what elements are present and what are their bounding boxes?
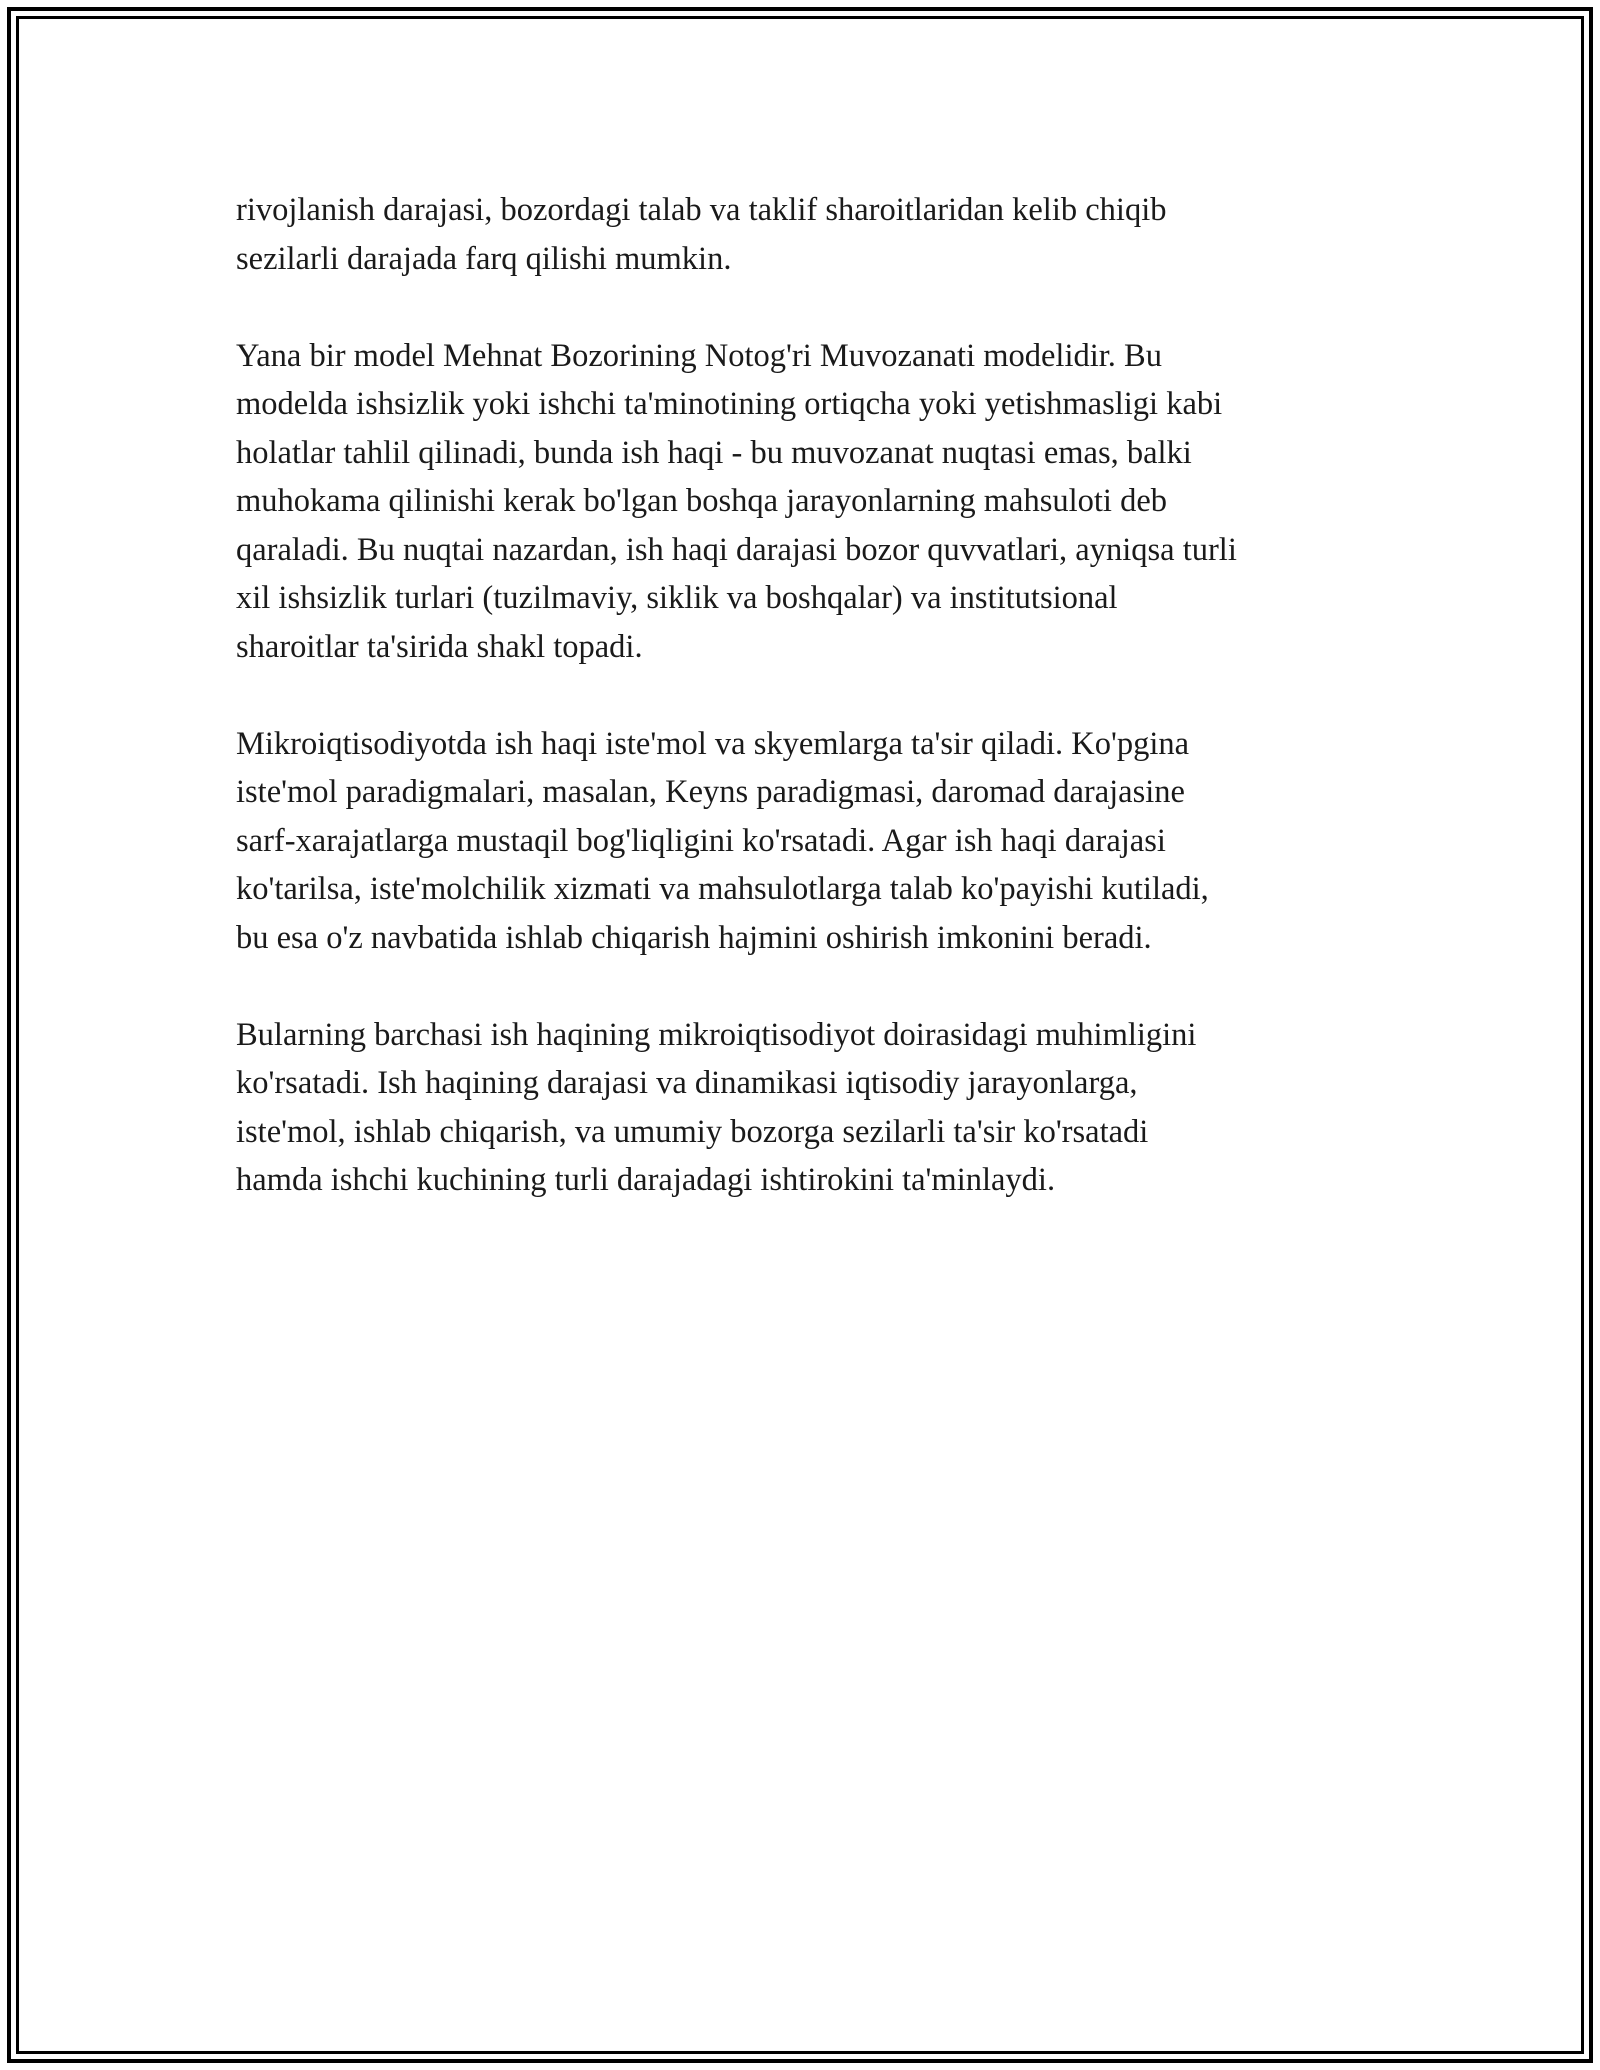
- text-line: qaraladi. Bu nuqtai nazardan, ish haqi darajasi bozor quvvatlari, ayniqsa turli: [236, 531, 1237, 568]
- text-line: sezilarli darajada farq qilishi mumkin.: [236, 240, 732, 277]
- text-line: bu esa o'z navbatida ishlab chiqarish hajmini oshirish imkonini beradi.: [236, 919, 1152, 956]
- text-line: hamda ishchi kuchining turli darajadagi ishtirokini ta'minlaydi.: [236, 1162, 1056, 1198]
- text-line: holatlar tahlil qilinadi, bunda ish haqi - bu muvozanat nuqtasi emas, balki: [236, 434, 1192, 471]
- text-line: ko'rsatadi. Ish haqining darajasi va dinamikasi iqtisodiy jarayonlarga,: [236, 1065, 1138, 1101]
- paragraph: [236, 720, 1396, 963]
- text-line: muhokama qilinishi kerak bo'lgan boshqa jarayonlarning mahsuloti deb: [236, 483, 1168, 519]
- text-line: iste'mol, ishlab chiqarish, va umumiy bozorga sezilarli ta'sir ko'rsatadi: [236, 1113, 1149, 1150]
- paragraph: [236, 186, 1396, 283]
- text-line: sharoitlar ta'sirida shakl topadi.: [236, 628, 643, 665]
- text-line: Yana bir model Mehnat Bozorining Notog'ri Muvozanati modelidir. Bu: [236, 337, 1162, 374]
- text-line: modelda ishsizlik yoki ishchi ta'minotining ortiqcha yoki yetishmasligi kabi: [236, 386, 1223, 422]
- text-line: Bularning barchasi ish haqining mikroiqtisodiyot doirasidagi muhimligini: [236, 1016, 1197, 1053]
- document-body: [236, 186, 1396, 1253]
- text-line: sarf-xarajatlarga mustaqil bog'liqligini ko'rsatadi. Agar ish haqi darajasi: [236, 822, 1166, 859]
- text-line: ko'tarilsa, iste'molchilik xizmati va mahsulotlarga talab ko'payishi kutiladi,: [236, 871, 1209, 907]
- text-line: rivojlanish darajasi, bozordagi talab va taklif sharoitlaridan kelib chiqib: [236, 192, 1167, 228]
- paragraph: [236, 1011, 1396, 1205]
- text-line: iste'mol paradigmalari, masalan, Keyns paradigmasi, daromad darajasine: [236, 774, 1185, 810]
- text-line: xil ishsizlik turlari (tuzilmaviy, siklik va boshqalar) va institutsional: [236, 580, 1118, 616]
- text-line: Mikroiqtisodiyotda ish haqi iste'mol va skyemlarga ta'sir qiladi. Ko'pgina: [236, 725, 1190, 762]
- paragraph: [236, 332, 1396, 672]
